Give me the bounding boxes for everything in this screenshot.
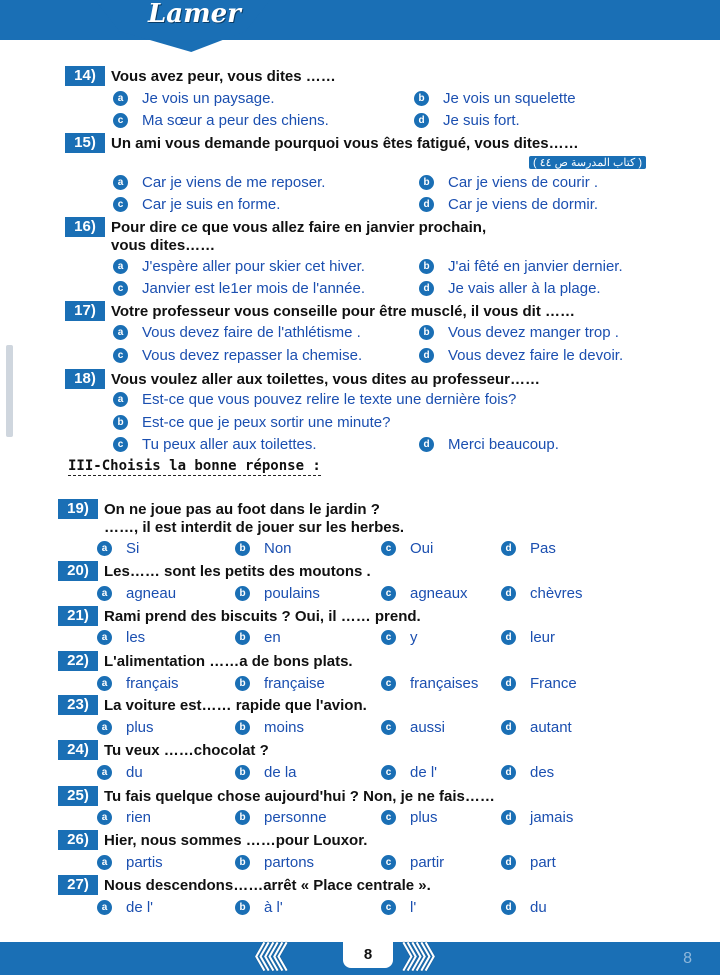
bullet-d-icon: d — [414, 113, 429, 128]
question-text: Un ami vous demande pourquoi vous êtes fatigué, vous dites…… — [111, 134, 579, 152]
bullet-a-icon: a — [97, 900, 112, 915]
bullet-a-icon: a — [97, 720, 112, 735]
question-text: Votre professeur vous conseille pour être musclé, il vous dit …… — [111, 302, 576, 320]
question-text: La voiture est…… rapide que l'avion. — [104, 696, 367, 714]
question-text: Nous descendons……arrêt « Place centrale ». — [104, 876, 431, 894]
scrollbar[interactable] — [6, 345, 13, 437]
bullet-b-icon: b — [419, 175, 434, 190]
option-b[interactable]: b J'ai fêté en janvier dernier. — [419, 258, 623, 275]
bullet-c-icon: c — [113, 437, 128, 452]
option-a[interactable]: a agneau — [97, 585, 176, 602]
bullet-d-icon: d — [501, 676, 516, 691]
bullet-a-icon: a — [113, 392, 128, 407]
question-19 — [58, 499, 380, 519]
bullet-b-icon: b — [235, 586, 250, 601]
question-number: 21) — [58, 606, 98, 626]
bullet-a-icon: a — [97, 855, 112, 870]
question-number: 17) — [65, 301, 105, 321]
bullet-d-icon: d — [501, 541, 516, 556]
bullet-a-icon: a — [97, 586, 112, 601]
option-c[interactable]: c y — [381, 629, 418, 646]
question-number: 15) — [65, 133, 105, 153]
question-text: Pour dire ce que vous allez faire en janvier prochain, — [111, 218, 487, 236]
option-b[interactable]: b poulains — [235, 585, 320, 602]
option-b[interactable]: b Non — [235, 540, 292, 557]
option-a[interactable]: a Car je viens de me reposer. — [113, 174, 325, 191]
bullet-a-icon: a — [113, 91, 128, 106]
bullet-b-icon: b — [113, 415, 128, 430]
bullet-b-icon: b — [235, 900, 250, 915]
question-14 — [65, 66, 336, 86]
question-16 — [65, 217, 486, 237]
option-b[interactable]: b de la — [235, 764, 297, 781]
option-c[interactable]: c Janvier est le1er mois de l'année. — [113, 280, 365, 297]
option-b[interactable]: b partons — [235, 854, 314, 871]
question-text: L'alimentation ……a de bons plats. — [104, 652, 353, 670]
bullet-d-icon: d — [419, 281, 434, 296]
bullet-b-icon: b — [419, 259, 434, 274]
bullet-b-icon: b — [235, 765, 250, 780]
question-text: Rami prend des biscuits ? Oui, il …… prend. — [104, 607, 421, 625]
bullet-c-icon: c — [381, 541, 396, 556]
option-a[interactable]: a Vous devez faire de l'athlétisme . — [113, 324, 361, 341]
option-c[interactable]: c partir — [381, 854, 444, 871]
option-b[interactable]: b Vous devez manger trop . — [419, 324, 619, 341]
question-number: 26) — [58, 830, 98, 850]
option-c[interactable]: c Vous devez repasser la chemise. — [113, 347, 362, 364]
option-d[interactable]: d du — [501, 899, 547, 916]
option-d[interactable]: d Car je viens de dormir. — [419, 196, 598, 213]
bullet-a-icon: a — [113, 325, 128, 340]
option-d[interactable]: d leur — [501, 629, 555, 646]
option-d[interactable]: d France — [501, 675, 577, 692]
bullet-d-icon: d — [501, 586, 516, 601]
question-18 — [65, 369, 540, 389]
bullet-c-icon: c — [381, 900, 396, 915]
bullet-c-icon: c — [381, 765, 396, 780]
bullet-c-icon: c — [113, 348, 128, 363]
option-a[interactable]: a Si — [97, 540, 139, 557]
bullet-d-icon: d — [501, 855, 516, 870]
bullet-a-icon: a — [97, 810, 112, 825]
bullet-b-icon: b — [414, 91, 429, 106]
bullet-d-icon: d — [501, 720, 516, 735]
bullet-d-icon: d — [501, 900, 516, 915]
option-d[interactable]: d autant — [501, 719, 572, 736]
question-text: Les…… sont les petits des moutons . — [104, 562, 371, 580]
option-d[interactable]: d Pas — [501, 540, 556, 557]
option-b[interactable]: b personne — [235, 809, 327, 826]
question-22 — [58, 651, 353, 671]
bullet-b-icon: b — [235, 541, 250, 556]
option-d[interactable]: d part — [501, 854, 556, 871]
option-a[interactable]: a français — [97, 675, 179, 692]
option-c[interactable]: c Car je suis en forme. — [113, 196, 280, 213]
option-d[interactable]: d Merci beaucoup. — [419, 436, 559, 453]
reference-note: ( كتاب المدرسة ص ٤٤ ) — [529, 156, 646, 169]
bullet-c-icon: c — [381, 855, 396, 870]
option-d[interactable]: d Vous devez faire le devoir. — [419, 347, 623, 364]
option-d[interactable]: d jamais — [501, 809, 573, 826]
option-d[interactable]: d des — [501, 764, 554, 781]
bullet-b-icon: b — [235, 810, 250, 825]
bullet-b-icon: b — [235, 676, 250, 691]
option-c[interactable]: c françaises — [381, 675, 478, 692]
option-c[interactable]: c Ma sœur a peur des chiens. — [113, 112, 329, 129]
bullet-d-icon: d — [501, 630, 516, 645]
bullet-c-icon: c — [113, 197, 128, 212]
question-20 — [58, 561, 371, 581]
question-number: 22) — [58, 651, 98, 671]
footer-bar — [0, 942, 720, 975]
option-c[interactable]: c plus — [381, 809, 438, 826]
bullet-a-icon: a — [113, 175, 128, 190]
question-number: 20) — [58, 561, 98, 581]
option-a[interactable]: a rien — [97, 809, 151, 826]
option-d[interactable]: d Je vais aller à la plage. — [419, 280, 601, 297]
bullet-a-icon: a — [113, 259, 128, 274]
bullet-a-icon: a — [97, 765, 112, 780]
option-c[interactable]: c de l' — [381, 764, 437, 781]
question-number: 19) — [58, 499, 98, 519]
option-d[interactable]: d Je suis fort. — [414, 112, 520, 129]
question-number: 18) — [65, 369, 105, 389]
question-number: 16) — [65, 217, 105, 237]
page-number: 8 — [343, 942, 393, 968]
option-c[interactable]: c agneaux — [381, 585, 468, 602]
bullet-b-icon: b — [419, 325, 434, 340]
option-a[interactable]: a les — [97, 629, 145, 646]
bullet-c-icon: c — [381, 676, 396, 691]
option-b[interactable]: b en — [235, 629, 281, 646]
option-b[interactable]: b Car je viens de courir . — [419, 174, 598, 191]
header-bar — [0, 0, 720, 40]
question-text-continued: vous dites…… — [111, 237, 216, 254]
option-a[interactable]: a Est-ce que vous pouvez relire le texte une dernière fois? — [113, 391, 516, 408]
bullet-c-icon: c — [381, 720, 396, 735]
bullet-d-icon: d — [501, 810, 516, 825]
option-b[interactable]: b Est-ce que je peux sortir une minute? — [113, 414, 390, 431]
option-b[interactable]: b moins — [235, 719, 304, 736]
bullet-b-icon: b — [235, 630, 250, 645]
bullet-c-icon: c — [381, 586, 396, 601]
option-b[interactable]: b française — [235, 675, 325, 692]
option-a[interactable]: a partis — [97, 854, 163, 871]
question-text: Tu fais quelque chose aujourd'hui ? Non, je ne fais…… — [104, 787, 495, 805]
bullet-b-icon: b — [235, 720, 250, 735]
question-25 — [58, 786, 495, 806]
question-text: Tu veux ……chocolat ? — [104, 741, 269, 759]
bullet-a-icon: a — [97, 676, 112, 691]
question-27 — [58, 875, 431, 895]
bullet-d-icon: d — [419, 197, 434, 212]
option-c[interactable]: c Oui — [381, 540, 433, 557]
question-text-continued: ……, il est interdit de jouer sur les herbes. — [104, 519, 405, 536]
question-15 — [65, 133, 579, 153]
option-a[interactable]: a du — [97, 764, 143, 781]
question-text: Hier, nous sommes ……pour Louxor. — [104, 831, 368, 849]
option-c[interactable]: c l' — [381, 899, 416, 916]
question-23 — [58, 695, 367, 715]
bullet-b-icon: b — [235, 855, 250, 870]
question-number: 14) — [65, 66, 105, 86]
bullet-d-icon: d — [419, 437, 434, 452]
question-26 — [58, 830, 367, 850]
option-a[interactable]: a de l' — [97, 899, 153, 916]
bullet-d-icon: d — [419, 348, 434, 363]
bullet-c-icon: c — [113, 113, 128, 128]
bullet-c-icon: c — [381, 810, 396, 825]
bullet-d-icon: d — [501, 765, 516, 780]
bullet-a-icon: a — [97, 630, 112, 645]
chevron-left-icon: 《《《 — [240, 942, 282, 975]
bullet-c-icon: c — [113, 281, 128, 296]
question-text: Vous avez peur, vous dites …… — [111, 67, 336, 85]
option-a[interactable]: a Je vois un paysage. — [113, 90, 275, 107]
question-number: 23) — [58, 695, 98, 715]
brand-logo: Lamer — [148, 0, 241, 29]
bullet-a-icon: a — [97, 541, 112, 556]
question-17 — [65, 301, 575, 321]
option-b[interactable]: b Je vois un squelette — [414, 90, 576, 107]
option-a[interactable]: a plus — [97, 719, 154, 736]
option-c[interactable]: c aussi — [381, 719, 445, 736]
question-21 — [58, 606, 421, 626]
bullet-c-icon: c — [381, 630, 396, 645]
question-number: 27) — [58, 875, 98, 895]
chevron-right-icon: 》》》 — [402, 942, 444, 975]
question-24 — [58, 740, 269, 760]
question-number: 24) — [58, 740, 98, 760]
question-text: Vous voulez aller aux toilettes, vous dites au professeur…… — [111, 370, 541, 388]
section-heading: III-Choisis la bonne réponse : — [68, 458, 321, 474]
option-a[interactable]: a J'espère aller pour skier cet hiver. — [113, 258, 365, 275]
option-d[interactable]: d chèvres — [501, 585, 583, 602]
corner-page-number: 8 — [683, 950, 692, 967]
option-c[interactable]: c Tu peux aller aux toilettes. — [113, 436, 317, 453]
question-number: 25) — [58, 786, 98, 806]
question-text: On ne joue pas au foot dans le jardin ? — [104, 500, 380, 518]
option-b[interactable]: b à l' — [235, 899, 283, 916]
